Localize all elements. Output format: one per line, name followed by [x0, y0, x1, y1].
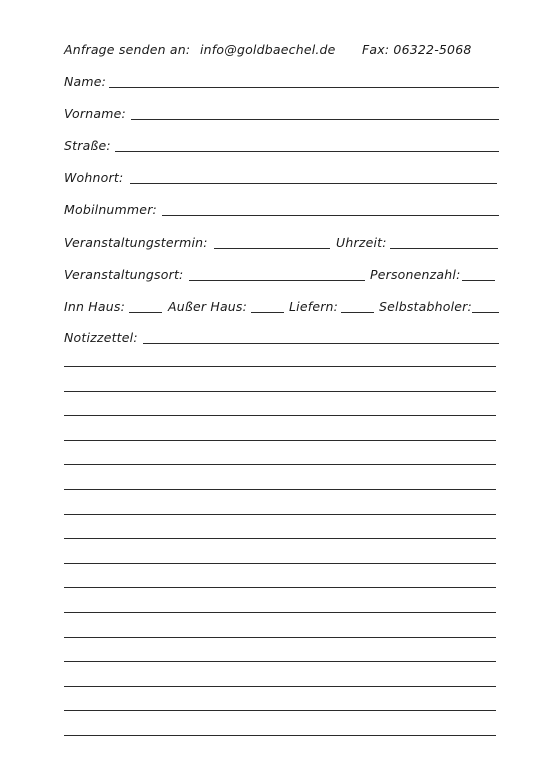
inn-haus-label: Inn Haus:	[64, 299, 126, 314]
note-line[interactable]	[64, 440, 496, 441]
selbstabholer-label: Selbstabholer:	[379, 299, 472, 314]
note-line[interactable]	[64, 415, 496, 416]
note-line[interactable]	[64, 563, 496, 564]
liefern-label: Liefern:	[289, 299, 339, 314]
note-line[interactable]	[64, 661, 496, 662]
selbstabholer-field-line[interactable]	[472, 312, 499, 313]
strasse-label: Straße:	[64, 138, 111, 153]
name-field-line[interactable]	[109, 87, 499, 88]
notizzettel-label: Notizzettel:	[64, 330, 138, 345]
uhrzeit-label: Uhrzeit:	[336, 235, 387, 250]
email-address: info@goldbaechel.de	[200, 42, 336, 57]
fax-number: Fax: 06322-5068	[362, 42, 472, 57]
note-line[interactable]	[64, 587, 496, 588]
notizzettel-field-line[interactable]	[143, 343, 499, 344]
mobilnummer-field-line[interactable]	[162, 215, 499, 216]
note-line[interactable]	[64, 612, 496, 613]
wohnort-label: Wohnort:	[64, 170, 124, 185]
note-line[interactable]	[64, 710, 496, 711]
note-line[interactable]	[64, 514, 496, 515]
note-line[interactable]	[64, 637, 496, 638]
personenzahl-field-line[interactable]	[462, 280, 495, 281]
vorname-label: Vorname:	[64, 106, 126, 121]
inn-haus-field-line[interactable]	[129, 312, 162, 313]
note-line[interactable]	[64, 538, 496, 539]
note-line[interactable]	[64, 489, 496, 490]
note-line[interactable]	[64, 391, 496, 392]
ausser-haus-label: Außer Haus:	[168, 299, 248, 314]
personenzahl-label: Personenzahl:	[370, 267, 461, 282]
mobilnummer-label: Mobilnummer:	[64, 202, 157, 217]
veranstaltungsort-label: Veranstaltungsort:	[64, 267, 184, 282]
strasse-field-line[interactable]	[115, 151, 499, 152]
veranstaltungstermin-field-line[interactable]	[214, 248, 330, 249]
ausser-haus-field-line[interactable]	[251, 312, 284, 313]
note-line[interactable]	[64, 366, 496, 367]
veranstaltungstermin-label: Veranstaltungstermin:	[64, 235, 208, 250]
request-label: Anfrage senden an:	[64, 42, 191, 57]
note-line[interactable]	[64, 735, 496, 736]
name-label: Name:	[64, 74, 107, 89]
note-line[interactable]	[64, 464, 496, 465]
note-line[interactable]	[64, 686, 496, 687]
vorname-field-line[interactable]	[131, 119, 499, 120]
liefern-field-line[interactable]	[341, 312, 374, 313]
veranstaltungsort-field-line[interactable]	[189, 280, 365, 281]
uhrzeit-field-line[interactable]	[390, 248, 498, 249]
wohnort-field-line[interactable]	[130, 183, 497, 184]
